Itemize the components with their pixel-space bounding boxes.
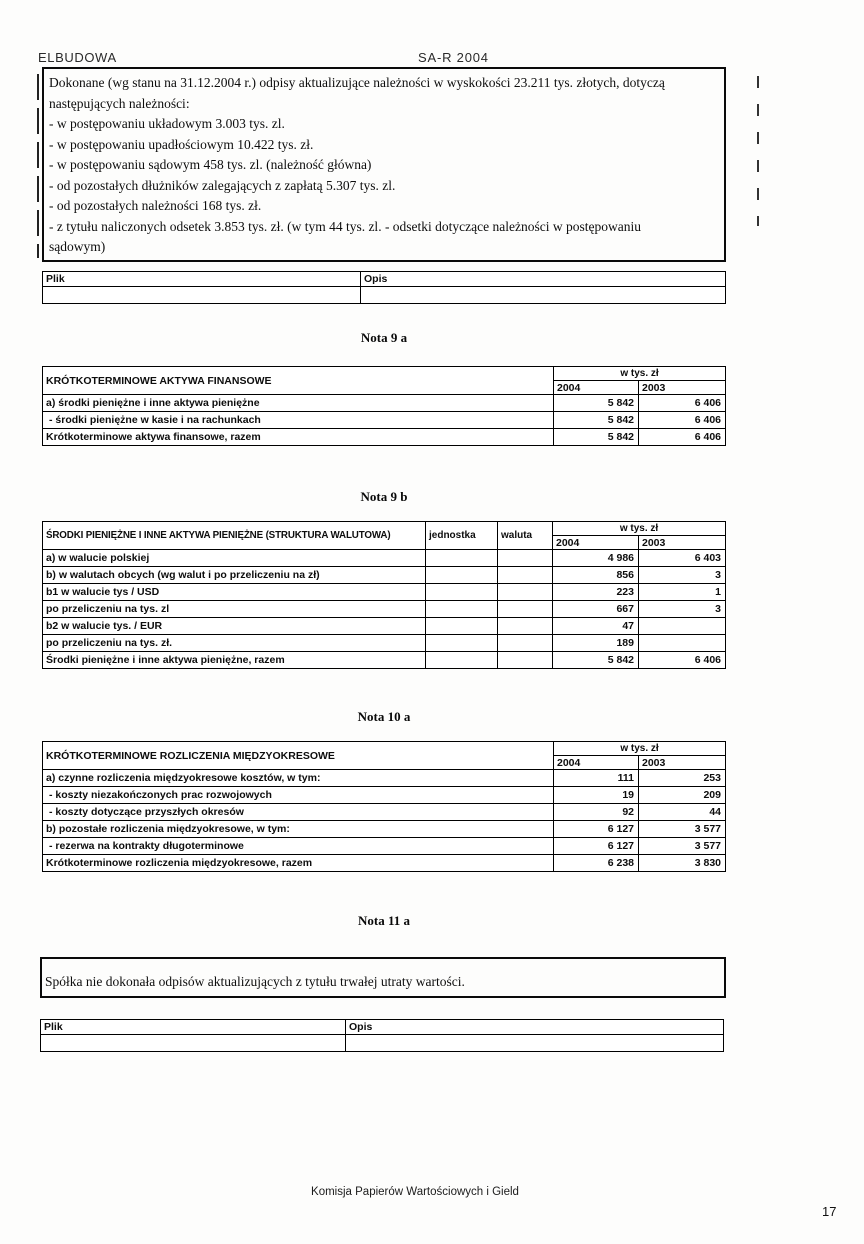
- row-label: Środki pieniężne i inne aktywa pieniężne, razem: [43, 652, 426, 669]
- nota-9b-heading: Nota 9 b: [360, 489, 408, 504]
- value-2003: [639, 635, 726, 652]
- table-row: [43, 412, 726, 429]
- note-line: - z tytułu naliczonych odsetek 3.853 tys. zł. (w tym 44 tys. zl. - odsetki dotyczące należności w postępowaniu: [49, 218, 641, 234]
- unit-header-cell: w tys. zł: [554, 742, 726, 756]
- row-label: Krótkoterminowe rozliczenia międzyokresowe, razem: [43, 855, 554, 872]
- value-2003: 3: [639, 567, 726, 584]
- note-line: następujących należności:: [49, 95, 190, 111]
- waluta-header-cell: waluta: [498, 522, 553, 550]
- row-label: b2 w walucie tys. / EUR: [43, 618, 426, 635]
- nota-9a-table: [42, 366, 726, 446]
- plik-empty-cell: [41, 1035, 346, 1052]
- waluta-cell: [498, 601, 553, 618]
- statement-text: Spółka nie dokonała odpisów aktualizujących z tytułu trwałej utraty wartości.: [45, 974, 465, 989]
- table-row: [43, 787, 726, 804]
- row-label: a) środki pieniężne i inne aktywa pieniężne: [43, 395, 554, 412]
- value-2004: 4 986: [553, 550, 639, 567]
- table-title-cell: KRÓTKOTERMINOWE AKTYWA FINANSOWE: [43, 367, 554, 395]
- unit-header-cell: w tys. zł: [553, 522, 726, 536]
- value-2004: 6 238: [554, 855, 639, 872]
- unit-header-cell: w tys. zł: [554, 367, 726, 381]
- nota-10a-table: [42, 741, 726, 872]
- value-2004: 111: [554, 770, 639, 787]
- jednostka-cell: [426, 550, 498, 567]
- value-2003: 209: [639, 787, 726, 804]
- plik-header-cell: Plik: [41, 1020, 346, 1035]
- plik-empty-cell: [43, 287, 361, 304]
- table-title-cell: KRÓTKOTERMINOWE ROZLICZENIA MIĘDZYOKRESOWE: [43, 742, 554, 770]
- value-2004: 47: [553, 618, 639, 635]
- row-label: b) w walutach obcych (wg walut i po przeliczeniu na zł): [43, 567, 426, 584]
- note-line: - w postępowaniu upadłościowym 10.422 tys. zł.: [49, 136, 314, 152]
- opis-empty-cell: [346, 1035, 724, 1052]
- value-2003: 6 406: [639, 395, 726, 412]
- waluta-cell: [498, 652, 553, 669]
- table-row: [43, 635, 726, 652]
- value-2003: 3 577: [639, 838, 726, 855]
- value-2004: 6 127: [554, 821, 639, 838]
- row-label: Krótkoterminowe aktywa finansowe, razem: [43, 429, 554, 446]
- jednostka-cell: [426, 618, 498, 635]
- year-2003-cell: 2003: [639, 756, 726, 770]
- row-label: a) czynne rozliczenia międzyokresowe kosztów, w tym:: [43, 770, 554, 787]
- scan-artifact-line: [757, 76, 759, 226]
- value-2003: 6 406: [639, 429, 726, 446]
- nota-10a-heading: Nota 10 a: [357, 709, 411, 724]
- row-label: po przeliczeniu na tys. zł.: [43, 635, 426, 652]
- opis-header-cell: Opis: [361, 272, 726, 287]
- nota-9a-heading: Nota 9 a: [360, 330, 408, 345]
- jednostka-header-cell: jednostka: [426, 522, 498, 550]
- table-row: [43, 821, 726, 838]
- value-2003: 44: [639, 804, 726, 821]
- waluta-cell: [498, 618, 553, 635]
- nota-11a-heading: Nota 11 a: [358, 913, 410, 928]
- table-row: [43, 601, 726, 618]
- statement-box: [40, 957, 726, 998]
- impairment-note-box: [42, 67, 726, 262]
- table-row: [43, 804, 726, 821]
- year-2003-cell: 2003: [639, 536, 726, 550]
- table-row: [41, 1020, 724, 1035]
- table-row: [43, 550, 726, 567]
- table-row: [43, 618, 726, 635]
- row-label: b) pozostałe rozliczenia międzyokresowe, w tym:: [43, 821, 554, 838]
- page-number: 17: [822, 1204, 837, 1219]
- value-2004: 223: [553, 584, 639, 601]
- nota-9b-table: [42, 521, 726, 669]
- value-2004: 5 842: [554, 429, 639, 446]
- table-row: [43, 770, 726, 787]
- value-2004: 667: [553, 601, 639, 618]
- table-header-row: [43, 742, 726, 756]
- file-description-table-bottom: [40, 1019, 724, 1052]
- row-label: a) w walucie polskiej: [43, 550, 426, 567]
- table-total-row: [43, 855, 726, 872]
- value-2004: 6 127: [554, 838, 639, 855]
- note-line: Dokonane (wg stanu na 31.12.2004 r.) odpisy aktualizujące należności w wyskokości 23.211 tys. złotych, dotyczą: [49, 75, 665, 90]
- plik-header-cell: Plik: [43, 272, 361, 287]
- value-2003: 3 577: [639, 821, 726, 838]
- note-line: - w postępowaniu układowym 3.003 tys. zl.: [49, 116, 285, 131]
- value-2003: 6 403: [639, 550, 726, 567]
- value-2003: 6 406: [639, 412, 726, 429]
- footer-institution: Komisja Papierów Wartościowych i Gield: [311, 1186, 519, 1198]
- jednostka-cell: [426, 635, 498, 652]
- year-2004-cell: 2004: [554, 756, 639, 770]
- opis-empty-cell: [361, 287, 726, 304]
- year-2004-cell: 2004: [553, 536, 639, 550]
- table-header-row: [43, 522, 726, 536]
- row-label: - rezerwa na kontrakty długoterminowe: [43, 838, 554, 855]
- row-label: - środki pieniężne w kasie i na rachunkach: [43, 412, 554, 429]
- file-description-table-top: [42, 271, 726, 304]
- value-2003: [639, 618, 726, 635]
- note-line: - w postępowaniu sądowym 458 tys. zl. (należność główna): [49, 157, 372, 172]
- table-row: [41, 1035, 724, 1052]
- value-2004: 5 842: [553, 652, 639, 669]
- value-2003: 3 830: [639, 855, 726, 872]
- table-total-row: [43, 429, 726, 446]
- table-row: [43, 272, 726, 287]
- table-row: [43, 395, 726, 412]
- table-total-row: [43, 652, 726, 669]
- table-row: [43, 287, 726, 304]
- table-row: [43, 584, 726, 601]
- row-label: b1 w walucie tys / USD: [43, 584, 426, 601]
- note-line: sądowym): [49, 239, 106, 254]
- value-2003: 6 406: [639, 652, 726, 669]
- value-2003: 253: [639, 770, 726, 787]
- waluta-cell: [498, 635, 553, 652]
- value-2004: 92: [554, 804, 639, 821]
- value-2004: 5 842: [554, 412, 639, 429]
- note-line: - od pozostałych dłużników zalegających z zapłatą 5.307 tys. zl.: [49, 177, 396, 193]
- row-label: po przeliczeniu na tys. zl: [43, 601, 426, 618]
- year-2003-cell: 2003: [639, 381, 726, 395]
- value-2004: 856: [553, 567, 639, 584]
- row-label: - koszty niezakończonych prac rozwojowych: [43, 787, 554, 804]
- value-2004: 189: [553, 635, 639, 652]
- table-header-row: [43, 367, 726, 381]
- scan-artifact-line: [37, 74, 39, 258]
- company-name: ELBUDOWA: [38, 50, 117, 65]
- opis-header-cell: Opis: [346, 1020, 724, 1035]
- jednostka-cell: [426, 567, 498, 584]
- report-code: SA-R 2004: [418, 50, 489, 65]
- table-row: [43, 838, 726, 855]
- value-2004: 19: [554, 787, 639, 804]
- jednostka-cell: [426, 584, 498, 601]
- year-2004-cell: 2004: [554, 381, 639, 395]
- value-2003: 3: [639, 601, 726, 618]
- table-title-cell: ŚRODKI PIENIĘŻNE I INNE AKTYWA PIENIĘŻNE (STRUKTURA WALUTOWA): [43, 522, 426, 550]
- value-2003: 1: [639, 584, 726, 601]
- waluta-cell: [498, 567, 553, 584]
- jednostka-cell: [426, 652, 498, 669]
- note-line: - od pozostałych należności 168 tys. zł.: [49, 198, 262, 213]
- value-2004: 5 842: [554, 395, 639, 412]
- table-row: [43, 567, 726, 584]
- row-label: - koszty dotyczące przyszłych okresów: [43, 804, 554, 821]
- jednostka-cell: [426, 601, 498, 618]
- waluta-cell: [498, 584, 553, 601]
- waluta-cell: [498, 550, 553, 567]
